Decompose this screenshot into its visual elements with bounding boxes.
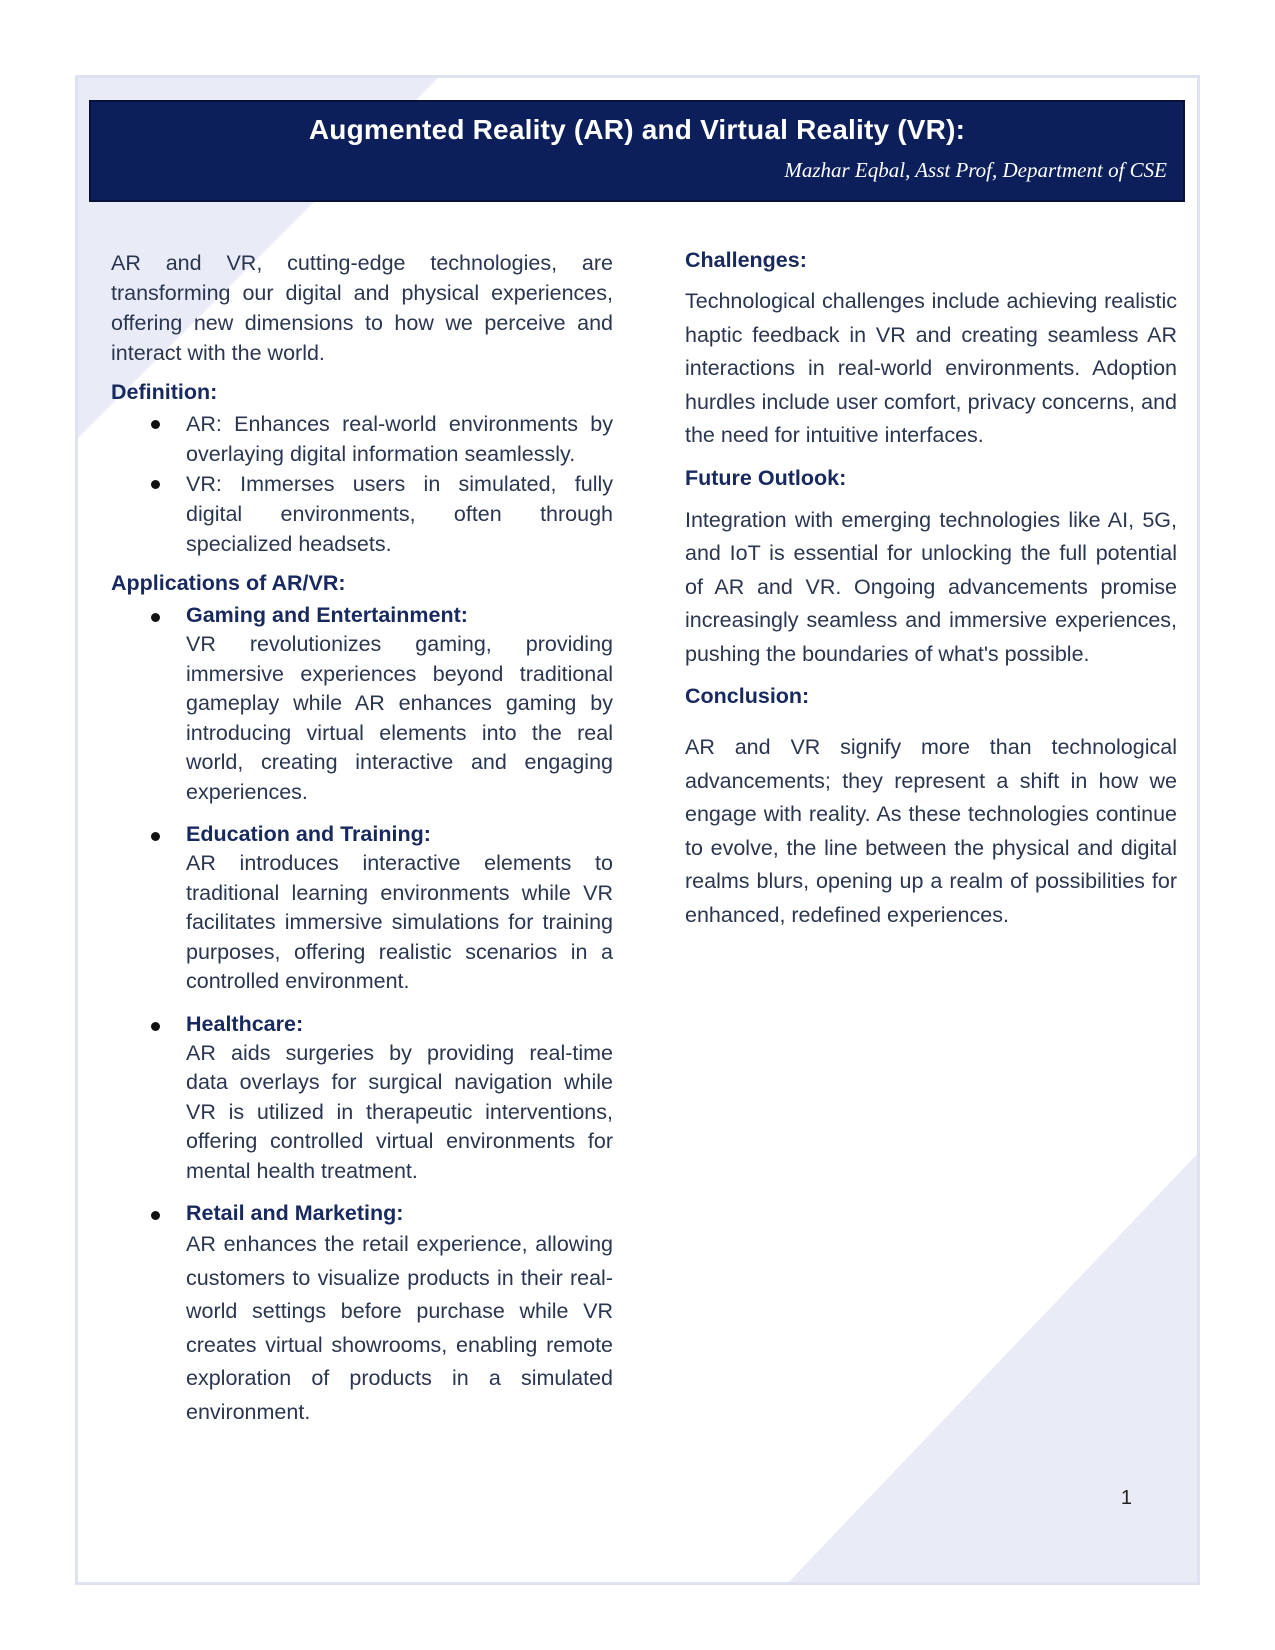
application-title: Retail and Marketing: bbox=[186, 1201, 404, 1225]
left-column bbox=[111, 248, 613, 1441]
future-outlook-heading: Future Outlook: bbox=[685, 465, 847, 490]
bullet-icon bbox=[151, 832, 160, 841]
page-frame bbox=[75, 75, 1200, 1585]
application-gaming bbox=[111, 600, 613, 807]
application-education bbox=[111, 819, 613, 997]
applications-list bbox=[111, 600, 613, 1429]
application-body: AR introduces interactive elements to traditional learning environments while VR facilitates immersive simulations for training purposes, offering realistic scenarios in a controlled environment. bbox=[186, 851, 613, 993]
page-number: 1 bbox=[1120, 1487, 1132, 1509]
application-body: VR revolutionizes gaming, providing immersive experiences beyond traditional gameplay while AR enhances gaming by introducing virtual elements into the real world, creating interactive and engaging experiences. bbox=[186, 632, 613, 804]
conclusion-heading: Conclusion: bbox=[685, 684, 810, 708]
list-item: VR: Immerses users in simulated, fully digital environments, often through specialized headsets. bbox=[111, 469, 613, 559]
title-banner bbox=[89, 100, 1185, 202]
conclusion-paragraph: AR and VR signify more than technological advancements; they represent a shift in how we engage with reality. As these technologies continue to evolve, the line between the physical and digital realms blurs, opening up a realm of possibilities for enhanced, redefined experiences. bbox=[685, 735, 1177, 927]
future-outlook-paragraph: Integration with emerging technologies like AI, 5G, and IoT is essential for unlocking the full potential of AR and VR. Ongoing advancements promise increasingly seamless and immersive experiences, pushing the boundaries of what's possible. bbox=[685, 507, 1177, 666]
application-healthcare bbox=[111, 1009, 613, 1187]
bullet-icon bbox=[151, 480, 160, 489]
intro-paragraph: AR and VR, cutting-edge technologies, are transforming our digital and physical experiences, offering new dimensions to how we perceive and interact with the world. bbox=[111, 251, 613, 365]
author-byline: Mazhar Eqbal, Asst Prof, Department of CSE bbox=[784, 158, 1167, 182]
definition-list bbox=[111, 409, 613, 559]
bullet-icon bbox=[151, 420, 160, 429]
challenges-paragraph: Technological challenges include achieving realistic haptic feedback in VR and creating seamless AR interactions in real-world environments. Adoption hurdles include user comfort, privacy concerns, and the need for intuitive interfaces. bbox=[685, 289, 1177, 447]
challenges-heading: Challenges: bbox=[685, 248, 807, 272]
application-retail bbox=[111, 1198, 613, 1429]
application-title: Healthcare: bbox=[186, 1011, 304, 1036]
applications-heading: Applications of AR/VR: bbox=[111, 571, 346, 595]
definition-heading: Definition: bbox=[111, 380, 218, 404]
application-title: Gaming and Entertainment: bbox=[186, 603, 468, 627]
right-column bbox=[685, 248, 1177, 932]
page-title: Augmented Reality (AR) and Virtual Reality (VR): bbox=[308, 114, 966, 145]
bullet-icon bbox=[151, 613, 160, 622]
application-body: AR enhances the retail experience, allowing customers to visualize products in their real-world settings before purchase while VR creates virtual showrooms, enabling remote exploration of products in a simulated environment. bbox=[186, 1232, 613, 1424]
bullet-icon bbox=[151, 1211, 160, 1220]
list-item: AR: Enhances real-world environments by overlaying digital information seamlessly. bbox=[111, 409, 613, 469]
application-title: Education and Training: bbox=[186, 822, 431, 846]
application-body: AR aids surgeries by providing real-time data overlays for surgical navigation while VR is utilized in therapeutic interventions, offering controlled virtual environments for mental health treatment. bbox=[186, 1040, 613, 1183]
bullet-icon bbox=[151, 1022, 160, 1031]
